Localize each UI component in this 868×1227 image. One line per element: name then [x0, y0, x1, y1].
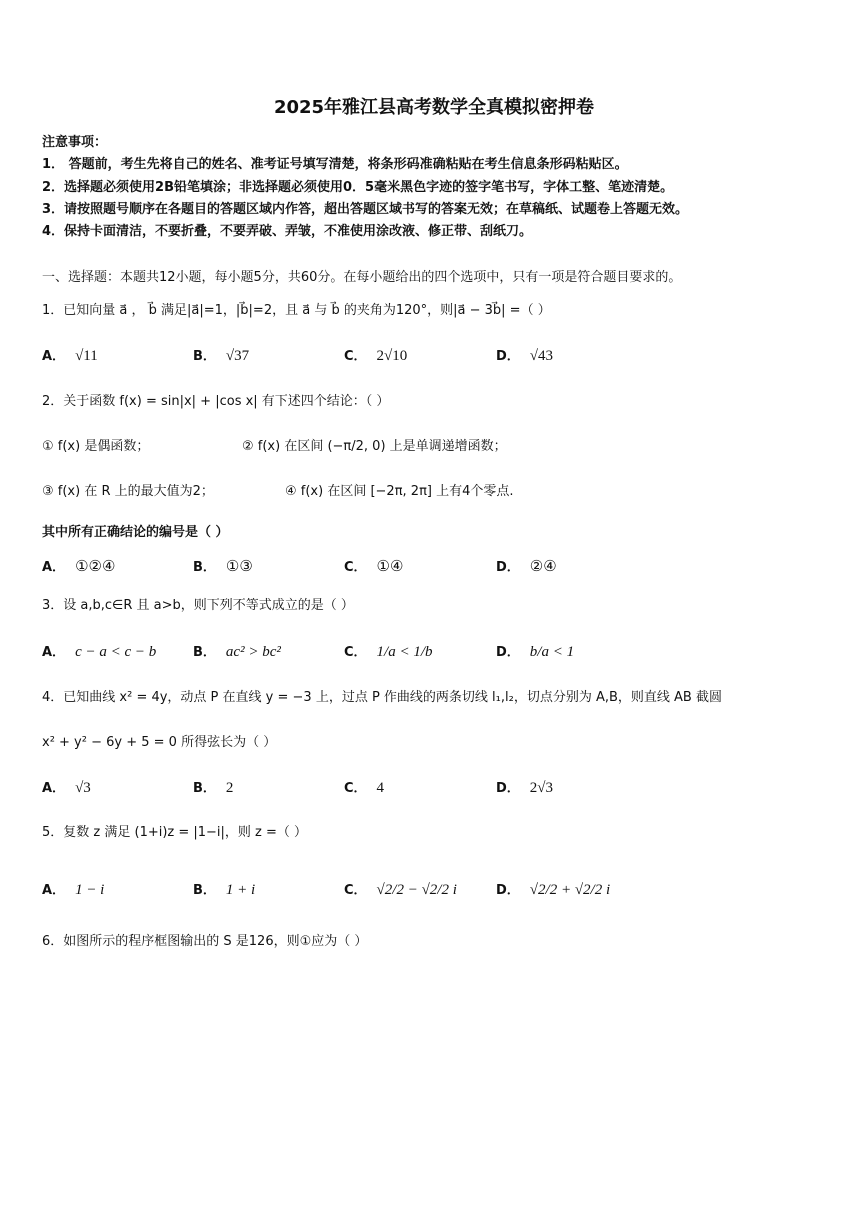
- question-2-stem: 2．关于函数 f(x) = sin|x| + |cos x| 有下述四个结论：（ ）: [42, 394, 390, 409]
- option-a: A． c − a < c − b: [42, 644, 157, 660]
- question-4-stem-continued: x² + y² − 6y + 5 = 0 所得弦长为（ ）: [42, 735, 277, 750]
- option-d: D． √43: [496, 348, 554, 364]
- page-title: 2025年雅江县高考数学全真模拟密押卷: [273, 97, 595, 118]
- option-c: C． 4: [344, 780, 385, 796]
- option-c: C． 1/a < 1/b: [344, 644, 433, 660]
- question-2-conclusion-4: ④ f(x) 在区间 [−2π, 2π] 上有4个零点.: [285, 484, 514, 499]
- question-4-stem: 4．已知曲线 x² = 4y，动点 P 在直线 y = −3 上，过点 P 作曲线的两条切线 l₁,l₂，切点分别为 A,B，则直线 AB 截圆: [42, 690, 722, 705]
- question-6-stem: 6．如图所示的程序框图输出的 S 是126，则①应为（ ）: [42, 934, 368, 949]
- option-a: A． √3: [42, 780, 91, 796]
- option-d: D． √2/2 + √2/2 i: [496, 882, 611, 898]
- option-b: B． ①③: [193, 559, 253, 575]
- option-b: B． 1 + i: [193, 882, 256, 898]
- option-a: A． √11: [42, 348, 98, 364]
- option-b: B． 2: [193, 780, 234, 796]
- notice-item-1: 1． 答题前，考生先将自己的姓名、准考证号填写清楚，将条形码准确粘贴在考生信息条形码粘贴区。: [42, 157, 628, 172]
- notice-heading: 注意事项：: [42, 135, 108, 150]
- question-2-ask: 其中所有正确结论的编号是（ ）: [42, 525, 229, 540]
- notice-item-4: 4．保持卡面清洁，不要折叠，不要弄破、弄皱，不准使用涂改液、修正带、刮纸刀。: [42, 224, 533, 239]
- question-1-stem: 1．已知向量 a⃗ ， b⃗ 满足|a⃗|=1，|b⃗|=2，且 a⃗ 与 b⃗ 的夹角为120°，则|a⃗ − 3b⃗| =（ ）: [42, 303, 551, 318]
- question-2-conclusion-2: ② f(x) 在区间 (−π/2, 0) 上是单调递增函数；: [242, 439, 507, 454]
- notice-item-2: 2．选择题必须使用2B铅笔填涂；非选择题必须使用0．5毫米黑色字迹的签字笔书写，字体工整、笔迹清楚。: [42, 180, 674, 195]
- question-2-conclusion-3: ③ f(x) 在 R 上的最大值为2；: [42, 484, 214, 499]
- question-5-stem: 5．复数 z 满足 (1+i)z = |1−i|，则 z =（ ）: [42, 825, 308, 840]
- option-b: B． √37: [193, 348, 250, 364]
- option-d: D． 2√3: [496, 780, 554, 796]
- option-c: C． ①④: [344, 559, 404, 575]
- option-d: D． ②④: [496, 559, 557, 575]
- option-d: D． b/a < 1: [496, 644, 575, 660]
- section-heading: 一、选择题：本题共12小题，每小题5分，共60分。在每小题给出的四个选项中，只有一项是符合题目要求的。: [42, 270, 682, 285]
- option-c: C． √2/2 − √2/2 i: [344, 882, 457, 898]
- notice-item-3: 3．请按照题号顺序在各题目的答题区域内作答，超出答题区域书写的答案无效；在草稿纸、试题卷上答题无效。: [42, 202, 689, 217]
- option-a: A． 1 − i: [42, 882, 105, 898]
- option-b: B． ac² > bc²: [193, 644, 281, 660]
- question-3-stem: 3．设 a,b,c∈R 且 a>b，则下列不等式成立的是（ ）: [42, 598, 354, 613]
- option-a: A． ①②④: [42, 559, 116, 575]
- question-2-conclusion-1: ① f(x) 是偶函数；: [42, 439, 150, 454]
- option-c: C． 2√10: [344, 348, 408, 364]
